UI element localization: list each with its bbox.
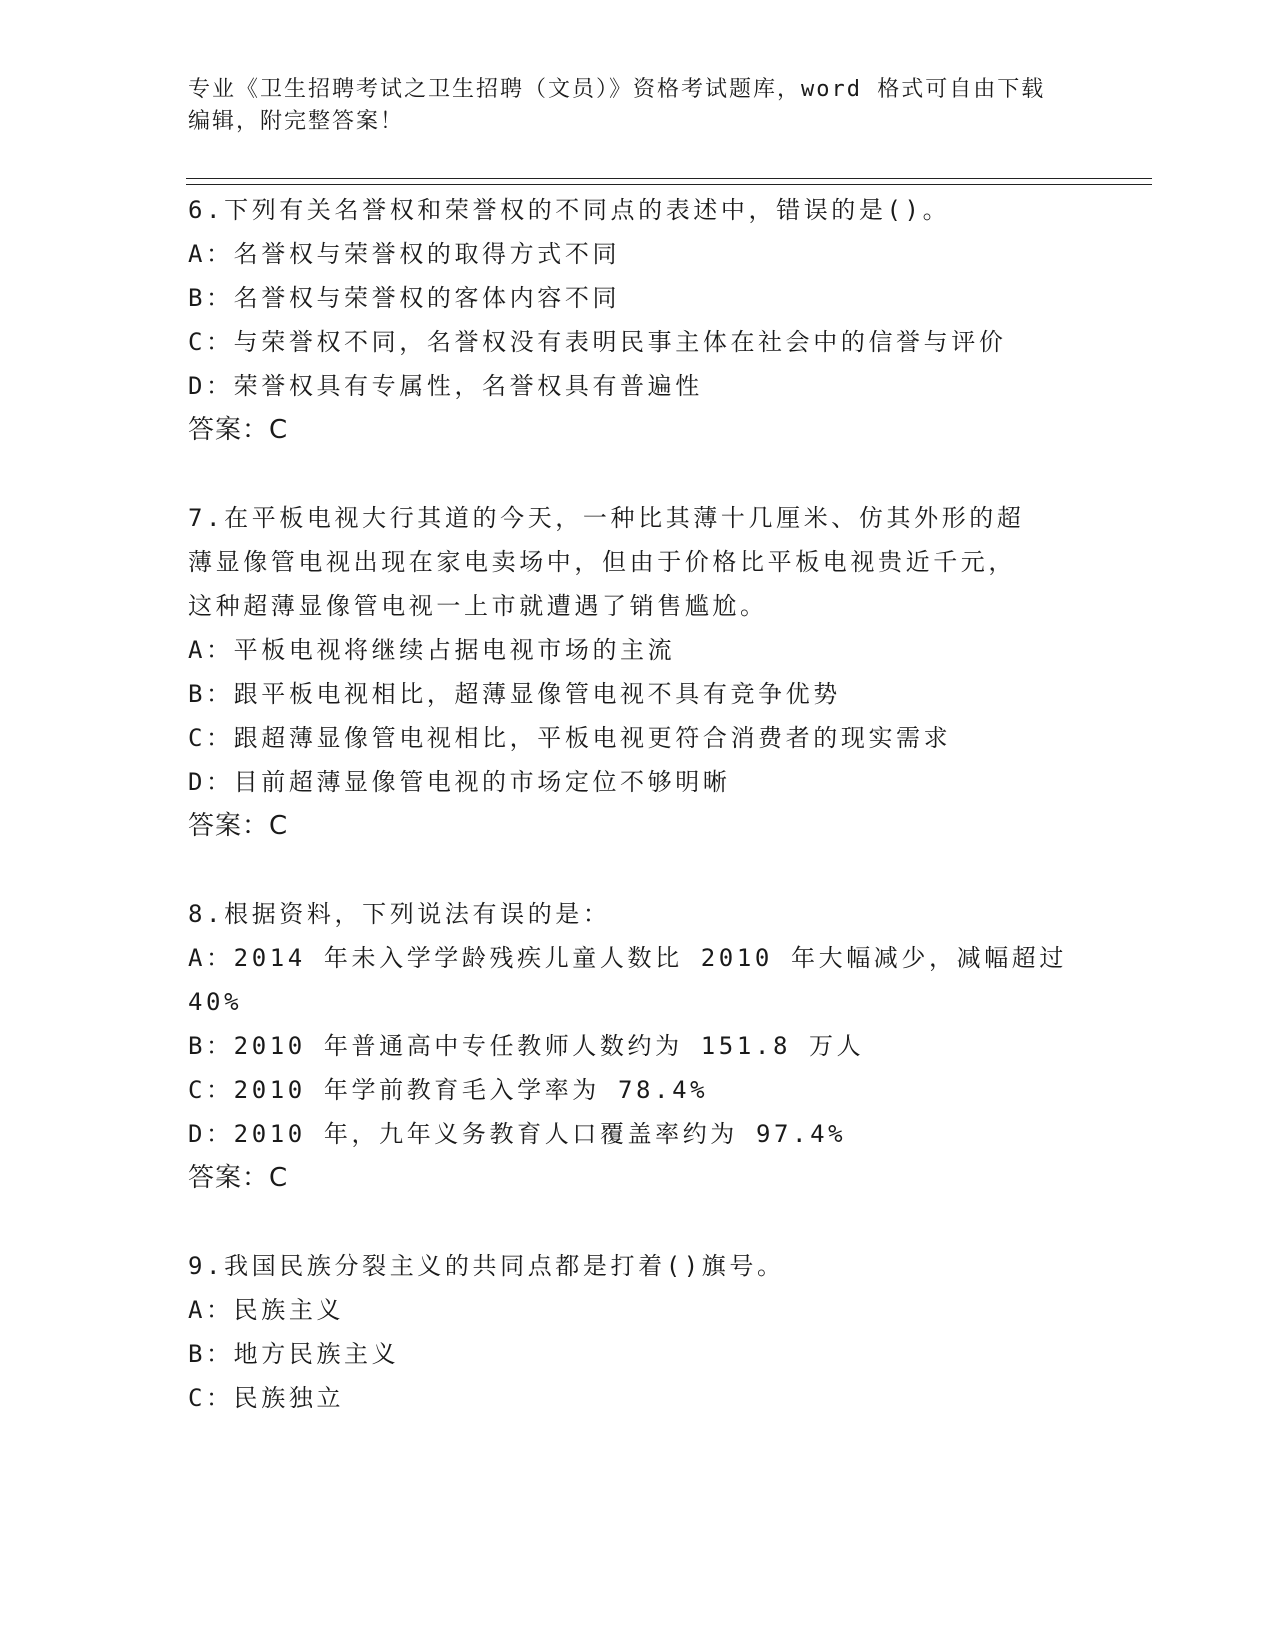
question-8-stem: 8.根据资料，下列说法有误的是： (188, 900, 611, 928)
question-7-stem-line-1: 7.在平板电视大行其道的今天，一种比其薄十几厘米、仿其外形的超 (188, 504, 1025, 532)
question-8-option-d: D：2010 年，九年义务教育人口覆盖率约为 97.4% (188, 1120, 847, 1148)
question-6-stem: 6.下列有关名誉权和荣誉权的不同点的表述中，错误的是()。 (188, 196, 951, 224)
question-6-option-c: C：与荣誉权不同，名誉权没有表明民事主体在社会中的信誉与评价 (188, 328, 1007, 356)
question-7-stem-line-2: 薄显像管电视出现在家电卖场中，但由于价格比平板电视贵近千元， (188, 548, 1016, 576)
question-7-option-a: A：平板电视将继续占据电视市场的主流 (188, 636, 676, 664)
question-9-option-b: B：地方民族主义 (188, 1340, 400, 1368)
question-7-option-c: C：跟超薄显像管电视相比，平板电视更符合消费者的现实需求 (188, 724, 952, 752)
question-6-answer: 答案：C (188, 415, 289, 445)
question-6-option-b: B：名誉权与荣誉权的客体内容不同 (188, 284, 621, 312)
document-header-line-1: 专业《卫生招聘考试之卫生招聘（文员）》资格考试题库，word 格式可自由下载 (188, 77, 1046, 102)
header-divider-top (186, 178, 1152, 179)
header-divider-bottom (186, 184, 1152, 185)
question-8-option-a-line-1: A：2014 年未入学学龄残疾儿童人数比 2010 年大幅减少，减幅超过 (188, 944, 1067, 972)
question-8-option-b: B：2010 年普通高中专任教师人数约为 151.8 万人 (188, 1032, 865, 1060)
question-9-option-a: A：民族主义 (188, 1296, 345, 1324)
question-9-stem: 9.我国民族分裂主义的共同点都是打着()旗号。 (188, 1252, 785, 1280)
question-8-option-c: C：2010 年学前教育毛入学率为 78.4% (188, 1076, 709, 1104)
question-6-option-d: D：荣誉权具有专属性，名誉权具有普遍性 (188, 372, 703, 400)
question-7-answer: 答案：C (188, 811, 289, 841)
question-6-option-a: A：名誉权与荣誉权的取得方式不同 (188, 240, 621, 268)
question-7-option-d: D：目前超薄显像管电视的市场定位不够明晰 (188, 768, 731, 796)
question-7-stem-line-3: 这种超薄显像管电视一上市就遭遇了销售尴尬。 (188, 592, 768, 620)
document-header-line-2: 编辑，附完整答案！ (188, 109, 405, 134)
question-9-option-c: C：民族独立 (188, 1384, 345, 1412)
question-8-answer: 答案：C (188, 1163, 289, 1193)
question-7-option-b: B：跟平板电视相比，超薄显像管电视不具有竞争优势 (188, 680, 841, 708)
question-8-option-a-line-2: 40% (188, 988, 243, 1016)
